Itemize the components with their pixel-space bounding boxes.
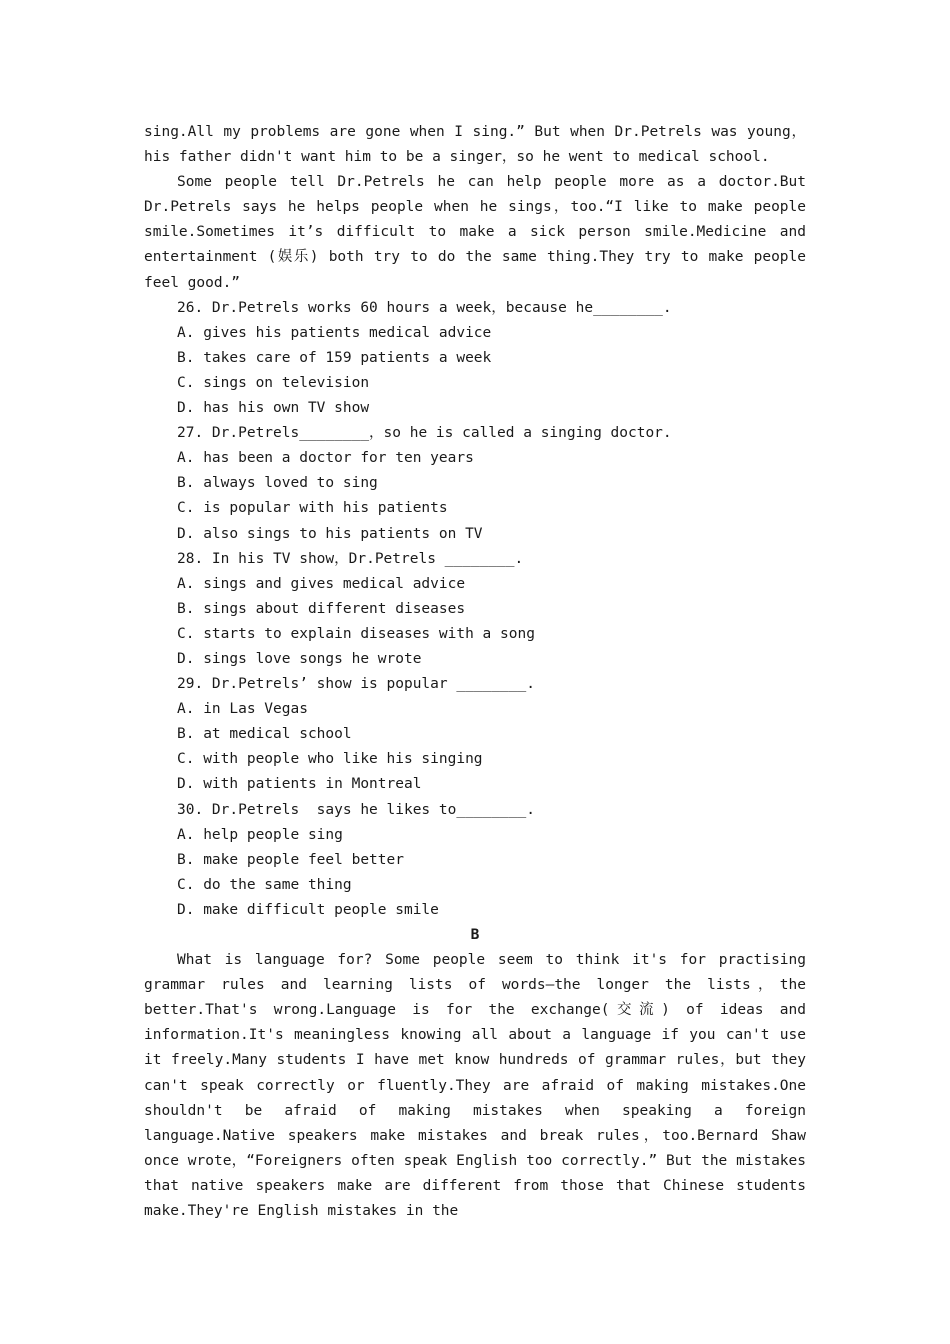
option-a: A. help people sing: [177, 826, 343, 843]
option-b: B. takes care of 159 patients a week: [177, 349, 492, 366]
option-d: D. has his own TV show: [177, 400, 370, 417]
option-d: D. also sings to his patients on TV: [177, 525, 483, 542]
document-page: [144, 120, 806, 1224]
option-b: B. sings about different diseases: [177, 600, 466, 617]
passage-a-continuation: sing.All my problems are gone when I sing.” But when Dr.Petrels was young，his father didn't want him to be a singer，so he went to medical school.: [144, 124, 806, 166]
question-stem: 29. Dr.Petrels’ show is popular ________.: [177, 676, 535, 693]
option-a: A. gives his patients medical advice: [177, 324, 492, 341]
option-c: C. with people who like his singing: [177, 751, 483, 768]
option-b: B. make people feel better: [177, 851, 404, 868]
option-c: C. do the same thing: [177, 876, 352, 893]
question-stem: 27. Dr.Petrels________，so he is called a singing doctor.: [177, 425, 672, 442]
question-30: [144, 798, 806, 923]
question-29: [144, 672, 806, 797]
passage-b-paragraph: What is language for? Some people seem to think it's for practising grammar rules and learning lists of words—the longer the lists，the better.That's wrong.Language is for the exchange(交流) of ideas and information.It's meaningless knowing all about a language if you can't use it freely.Many students I have met know hundreds of grammar rules，but they can't speak correctly or fluently.They are afraid of making mistakes.One shouldn't be afraid of making mistakes when speaking a foreign language.Native speakers make mistakes and break rules，too.Bernard Shaw once wrote，“Foreigners often speak English too correctly.” But the mistakes that native speakers make are different from those that Chinese students make.They're English mistakes in the: [144, 952, 806, 1220]
question-26: [144, 296, 806, 421]
option-d: D. sings love songs he wrote: [177, 650, 422, 667]
question-27: [144, 421, 806, 546]
section-b-heading: B: [470, 927, 480, 943]
option-a: A. in Las Vegas: [177, 701, 308, 718]
passage-a-paragraph: Some people tell Dr.Petrels he can help people more as a doctor.But Dr.Petrels says he helps people when he sings，too.“I like to make people smile.Sometimes it’s difficult to make a sick person smile.Medicine and entertainment (娱乐) both try to do the same thing.They try to make people feel good.”: [144, 174, 806, 291]
option-c: C. sings on television: [177, 374, 370, 391]
question-28: [144, 547, 806, 672]
option-b: B. at medical school: [177, 726, 352, 743]
option-d: D. with patients in Montreal: [177, 776, 422, 793]
option-d: D. make difficult people smile: [177, 901, 439, 918]
option-c: C. starts to explain diseases with a song: [177, 625, 535, 642]
option-b: B. always loved to sing: [177, 475, 378, 492]
question-stem: 28. In his TV show，Dr.Petrels ________.: [177, 550, 524, 567]
option-a: A. has been a doctor for ten years: [177, 450, 474, 467]
option-c: C. is popular with his patients: [177, 500, 448, 517]
question-stem: 26. Dr.Petrels works 60 hours a week，because he________.: [177, 299, 672, 316]
option-a: A. sings and gives medical advice: [177, 575, 466, 592]
question-stem: 30. Dr.Petrels says he likes to________.: [177, 801, 535, 818]
